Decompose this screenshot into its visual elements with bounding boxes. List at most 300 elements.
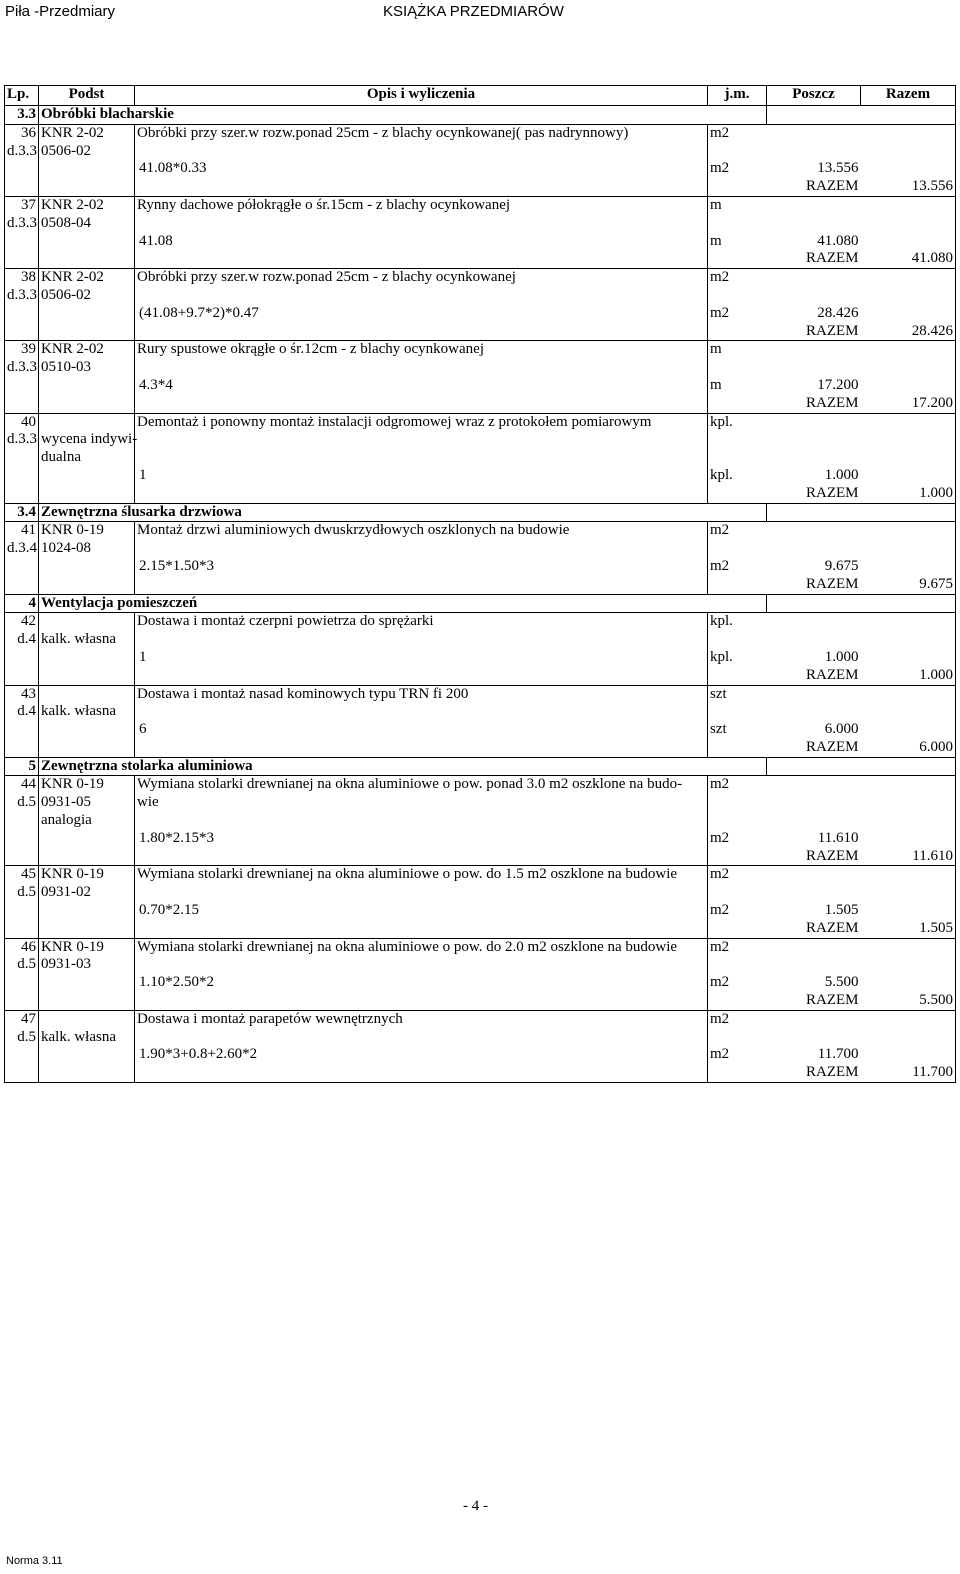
section-number: 4 [5, 594, 39, 613]
total-value: 41.080 [861, 250, 956, 268]
empty-cell [861, 558, 956, 576]
table-row [5, 1010, 956, 1028]
total-row [5, 992, 956, 1010]
empty-cell [708, 794, 767, 812]
empty-cell [39, 667, 135, 685]
item-subsection: d.5 [5, 794, 39, 812]
podstawa-line: KNR 2-02 [39, 269, 135, 287]
section-number: 5 [5, 757, 39, 776]
calculation-formula: 4.3*4 [139, 376, 173, 393]
calc-row [5, 649, 956, 667]
partial-quantity: 28.426 [817, 304, 859, 321]
table-row [5, 776, 956, 794]
partial-quantity: 41.080 [817, 232, 859, 249]
item-subsection: d.5 [5, 956, 39, 974]
empty-cell [5, 721, 39, 739]
empty-cell [135, 287, 708, 305]
partial-quantity: 6.000 [824, 721, 859, 738]
empty-cell [5, 250, 39, 268]
unit: szt [708, 685, 767, 703]
empty-cell [135, 848, 708, 866]
podstawa-line: 0506-02 [39, 287, 135, 305]
table-row [5, 631, 956, 649]
empty-cell [767, 884, 861, 902]
calculation-formula: 1 [139, 648, 147, 665]
table-row [5, 413, 956, 431]
section-row [5, 503, 956, 522]
empty-cell [135, 739, 708, 757]
total-row [5, 485, 956, 503]
item-number: 46 [5, 938, 39, 956]
item-description: Wymiana stolarki drewnianej na okna aluminiowe o pow. do 2.0 m2 oszklone na budowie [135, 938, 708, 956]
calc-row [5, 305, 956, 323]
partial-quantity: 1.505 [824, 902, 859, 919]
empty-cell [708, 667, 767, 685]
calculation-formula: 1 [139, 466, 147, 483]
unit: m2 [708, 124, 767, 142]
podstawa-line: KNR 0-19 [39, 866, 135, 884]
empty-cell [767, 812, 861, 830]
empty-cell [135, 1064, 708, 1082]
empty-cell [861, 143, 956, 161]
empty-cell [708, 359, 767, 377]
partial-quantity: 13.556 [817, 160, 859, 177]
empty-cell [767, 540, 861, 558]
empty-cell [135, 884, 708, 902]
empty-cell [767, 794, 861, 812]
partial-quantity: 9.675 [824, 557, 859, 574]
podstawa-line: KNR 0-19 [39, 776, 135, 794]
calculation-formula: 1.90*3+0.8+2.60*2 [139, 1046, 258, 1063]
document-header-title: KSIĄŻKA PRZEDMIARÓW [383, 3, 564, 20]
empty-cell [767, 1029, 861, 1047]
total-value: 1.505 [861, 920, 956, 938]
empty-cell [708, 395, 767, 413]
empty-cell [135, 250, 708, 268]
empty-cell [135, 143, 708, 161]
calc-row [5, 377, 956, 395]
empty-cell [39, 1064, 135, 1082]
empty-cell [5, 920, 39, 938]
empty-cell [767, 956, 861, 974]
empty-cell [861, 467, 956, 485]
podstawa-line: 1024-08 [39, 540, 135, 558]
unit: m2 [708, 522, 767, 540]
empty-cell [39, 558, 135, 576]
empty-cell [861, 431, 956, 449]
empty-cell [135, 576, 708, 594]
empty-cell [135, 631, 708, 649]
empty-cell [861, 377, 956, 395]
empty-cell [39, 377, 135, 395]
item-description: Dostawa i montaż czerpni powietrza do sprężarki [135, 613, 708, 631]
section-title: Zewnętrzna ślusarka drzwiowa [39, 503, 767, 522]
total-label: RAZEM [806, 575, 859, 592]
table-row [5, 938, 956, 956]
empty-cell [39, 974, 135, 992]
total-value: 17.200 [861, 395, 956, 413]
unit: kpl. [708, 413, 767, 431]
item-number: 42 [5, 613, 39, 631]
calculation-unit: szt [708, 721, 767, 739]
calculation-formula: 1.80*2.15*3 [139, 829, 214, 846]
empty-cell [708, 323, 767, 341]
table-row [5, 1029, 956, 1047]
unit: kpl. [708, 613, 767, 631]
item-subsection: d.3.3 [5, 431, 39, 449]
section-number: 3.3 [5, 106, 39, 125]
total-row [5, 739, 956, 757]
empty-cell [861, 196, 956, 214]
calc-row [5, 830, 956, 848]
total-row [5, 576, 956, 594]
podstawa-line: 0931-05 [39, 794, 135, 812]
total-row [5, 395, 956, 413]
calc-row [5, 902, 956, 920]
item-subsection: d.3.3 [5, 287, 39, 305]
podstawa-line [39, 685, 135, 703]
empty-cell [39, 992, 135, 1010]
empty-cell [708, 287, 767, 305]
unit: m2 [708, 866, 767, 884]
section-title: Obróbki blacharskie [39, 106, 767, 125]
total-label: RAZEM [806, 484, 859, 501]
total-value: 11.610 [861, 848, 956, 866]
unit: m2 [708, 776, 767, 794]
empty-cell [767, 685, 861, 703]
table-row [5, 685, 956, 703]
empty-cell [39, 323, 135, 341]
calc-row [5, 467, 956, 485]
calc-row [5, 721, 956, 739]
empty-cell [767, 143, 861, 161]
empty-cell [39, 1046, 135, 1064]
podstawa-line: 0931-02 [39, 884, 135, 902]
empty-cell [708, 143, 767, 161]
empty-cell [5, 830, 39, 848]
item-subsection: d.5 [5, 1029, 39, 1047]
empty-cell [861, 830, 956, 848]
podstawa-line: kalk. własna [39, 703, 135, 721]
empty-cell [861, 522, 956, 540]
empty-cell [5, 992, 39, 1010]
total-value: 1.000 [861, 485, 956, 503]
total-row [5, 250, 956, 268]
col-header-poszcz: Poszcz [767, 86, 861, 106]
empty-cell [5, 467, 39, 485]
total-row [5, 323, 956, 341]
calc-row [5, 558, 956, 576]
podstawa-line: KNR 2-02 [39, 196, 135, 214]
empty-cell [135, 431, 708, 449]
unit: m [708, 341, 767, 359]
empty-cell [861, 1046, 956, 1064]
item-number: 41 [5, 522, 39, 540]
empty-cell [5, 902, 39, 920]
empty-cell [708, 178, 767, 196]
empty-cell [708, 449, 767, 467]
empty-cell [767, 431, 861, 449]
calc-row [5, 974, 956, 992]
table-row [5, 449, 956, 467]
empty-cell [5, 848, 39, 866]
item-number: 40 [5, 413, 39, 431]
empty-cell [5, 1046, 39, 1064]
calculation-formula: 0.70*2.15 [139, 902, 199, 919]
empty-cell [5, 974, 39, 992]
item-description: Obróbki przy szer.w rozw.ponad 25cm - z blachy ocynkowanej [135, 269, 708, 287]
table-row [5, 215, 956, 233]
calculation-formula: (41.08+9.7*2)*0.47 [139, 304, 259, 321]
empty-cell [861, 160, 956, 178]
podstawa-line: 0506-02 [39, 143, 135, 161]
empty-cell [5, 667, 39, 685]
calculation-unit: m2 [708, 974, 767, 992]
empty-cell [861, 757, 956, 776]
empty-cell [135, 703, 708, 721]
item-description-cont: wie [137, 794, 159, 811]
empty-cell [767, 359, 861, 377]
empty-cell [708, 884, 767, 902]
przedmiar-table [4, 85, 956, 1083]
table-row [5, 866, 956, 884]
table-header-row [5, 86, 956, 106]
total-row [5, 178, 956, 196]
item-description: Wymiana stolarki drewnianej na okna aluminiowe o pow. do 1.5 m2 oszklone na budowie [135, 866, 708, 884]
empty-cell [767, 703, 861, 721]
section-title: Wentylacja pomieszczeń [39, 594, 767, 613]
empty-cell [861, 776, 956, 794]
col-header-podst: Podst [39, 86, 135, 106]
partial-quantity: 1.000 [824, 648, 859, 665]
item-number: 47 [5, 1010, 39, 1028]
empty-cell [861, 215, 956, 233]
podstawa-line: wycena indywi- [39, 431, 135, 449]
empty-cell [861, 721, 956, 739]
partial-quantity: 17.200 [817, 376, 859, 393]
empty-cell [135, 395, 708, 413]
empty-cell [708, 215, 767, 233]
empty-cell [708, 956, 767, 974]
empty-cell [861, 1010, 956, 1028]
empty-cell [135, 920, 708, 938]
item-subsection: d.5 [5, 884, 39, 902]
empty-cell [135, 485, 708, 503]
empty-cell [5, 323, 39, 341]
table-row [5, 884, 956, 902]
table-row [5, 703, 956, 721]
total-value: 6.000 [861, 739, 956, 757]
item-number: 43 [5, 685, 39, 703]
empty-cell [39, 178, 135, 196]
total-value: 5.500 [861, 992, 956, 1010]
empty-cell [861, 503, 956, 522]
item-number: 37 [5, 196, 39, 214]
empty-cell [861, 812, 956, 830]
empty-cell [5, 449, 39, 467]
total-row [5, 920, 956, 938]
empty-cell [5, 377, 39, 395]
empty-cell [39, 485, 135, 503]
podstawa-line: KNR 2-02 [39, 124, 135, 142]
empty-cell [861, 287, 956, 305]
item-subsection: d.3.3 [5, 143, 39, 161]
section-row [5, 106, 956, 125]
table-row [5, 359, 956, 377]
empty-cell [767, 631, 861, 649]
item-description: Montaż drzwi aluminiowych dwuskrzydłowych oszklonych na budowie [135, 522, 708, 540]
section-number: 3.4 [5, 503, 39, 522]
empty-cell [861, 649, 956, 667]
empty-cell [5, 812, 39, 830]
table-row [5, 812, 956, 830]
total-value: 1.000 [861, 667, 956, 685]
empty-cell [135, 992, 708, 1010]
calculation-formula: 2.15*1.50*3 [139, 557, 214, 574]
item-description: Rynny dachowe półokrągłe o śr.15cm - z blachy ocynkowanej [135, 196, 708, 214]
item-number: 45 [5, 866, 39, 884]
table-row [5, 269, 956, 287]
unit: m2 [708, 938, 767, 956]
table-row [5, 143, 956, 161]
empty-cell [861, 449, 956, 467]
empty-cell [5, 233, 39, 251]
empty-cell [861, 106, 956, 125]
empty-cell [767, 594, 861, 613]
empty-cell [5, 178, 39, 196]
table-row [5, 794, 956, 812]
empty-cell [5, 649, 39, 667]
item-description: Dostawa i montaż parapetów wewnętrznych [135, 1010, 708, 1028]
total-value: 11.700 [861, 1064, 956, 1082]
item-subsection: d.4 [5, 703, 39, 721]
empty-cell [39, 160, 135, 178]
empty-cell [861, 703, 956, 721]
item-subsection: d.3.3 [5, 359, 39, 377]
item-number: 44 [5, 776, 39, 794]
empty-cell [767, 341, 861, 359]
item-description: Obróbki przy szer.w rozw.ponad 25cm - z blachy ocynkowanej( pas nadrynnowy) [135, 124, 708, 142]
total-label: RAZEM [806, 847, 859, 864]
calculation-formula: 6 [139, 721, 147, 738]
unit: m2 [708, 269, 767, 287]
empty-cell [708, 631, 767, 649]
total-value: 13.556 [861, 178, 956, 196]
empty-cell [861, 938, 956, 956]
empty-cell [861, 594, 956, 613]
empty-cell [39, 395, 135, 413]
table-row [5, 540, 956, 558]
calculation-formula: 1.10*2.50*2 [139, 974, 214, 991]
total-label: RAZEM [806, 178, 859, 195]
empty-cell [39, 305, 135, 323]
empty-cell [708, 540, 767, 558]
col-header-opis: Opis i wyliczenia [135, 86, 708, 106]
empty-cell [861, 902, 956, 920]
partial-quantity: 11.610 [817, 829, 859, 846]
empty-cell [861, 884, 956, 902]
item-number: 36 [5, 124, 39, 142]
empty-cell [861, 794, 956, 812]
podstawa-line: KNR 0-19 [39, 522, 135, 540]
empty-cell [708, 812, 767, 830]
empty-cell [5, 395, 39, 413]
calculation-unit: m [708, 233, 767, 251]
total-label: RAZEM [767, 1064, 861, 1082]
empty-cell [767, 106, 861, 125]
partial-quantity: 5.500 [824, 974, 859, 991]
empty-cell [5, 1064, 39, 1082]
empty-cell [861, 359, 956, 377]
podstawa-line: dualna [39, 449, 135, 467]
empty-cell [767, 287, 861, 305]
empty-cell [708, 485, 767, 503]
podstawa-line: kalk. własna [39, 631, 135, 649]
empty-cell [861, 613, 956, 631]
calculation-unit: m2 [708, 558, 767, 576]
empty-cell [5, 576, 39, 594]
empty-cell [861, 974, 956, 992]
empty-cell [39, 739, 135, 757]
table-row [5, 613, 956, 631]
empty-cell [39, 920, 135, 938]
empty-cell [708, 250, 767, 268]
empty-cell [767, 613, 861, 631]
item-subsection: d.3.4 [5, 540, 39, 558]
table-row [5, 956, 956, 974]
total-label: RAZEM [806, 394, 859, 411]
empty-cell [708, 920, 767, 938]
total-row [5, 1064, 956, 1082]
podstawa-line [39, 413, 135, 431]
podstawa-line: 0931-03 [39, 956, 135, 974]
table-row [5, 287, 956, 305]
calculation-unit: m2 [708, 830, 767, 848]
empty-cell [135, 215, 708, 233]
empty-cell [861, 685, 956, 703]
empty-cell [708, 1029, 767, 1047]
item-description: Dostawa i montaż nasad kominowych typu TRN fi 200 [135, 685, 708, 703]
col-header-razem: Razem [861, 86, 956, 106]
empty-cell [861, 1029, 956, 1047]
item-description: Demontaż i ponowny montaż instalacji odgromowej wraz z protokołem pomiarowym [135, 413, 708, 431]
empty-cell [767, 757, 861, 776]
table-row [5, 196, 956, 214]
empty-cell [39, 233, 135, 251]
total-label: RAZEM [806, 322, 859, 339]
podstawa-line: analogia [39, 812, 135, 830]
total-value: 28.426 [861, 323, 956, 341]
empty-cell [39, 467, 135, 485]
calc-row [5, 1046, 956, 1064]
empty-cell [861, 233, 956, 251]
item-number: 39 [5, 341, 39, 359]
col-header-jm: j.m. [708, 86, 767, 106]
empty-cell [767, 449, 861, 467]
podstawa-line: kalk. własna [39, 1029, 135, 1047]
partial-quantity: 11.700 [817, 1046, 859, 1063]
empty-cell [39, 576, 135, 594]
empty-cell [135, 667, 708, 685]
empty-cell [861, 341, 956, 359]
empty-cell [708, 576, 767, 594]
empty-cell [135, 323, 708, 341]
empty-cell [39, 649, 135, 667]
empty-cell [861, 631, 956, 649]
total-label: RAZEM [806, 919, 859, 936]
total-label: RAZEM [806, 666, 859, 683]
empty-cell [5, 305, 39, 323]
